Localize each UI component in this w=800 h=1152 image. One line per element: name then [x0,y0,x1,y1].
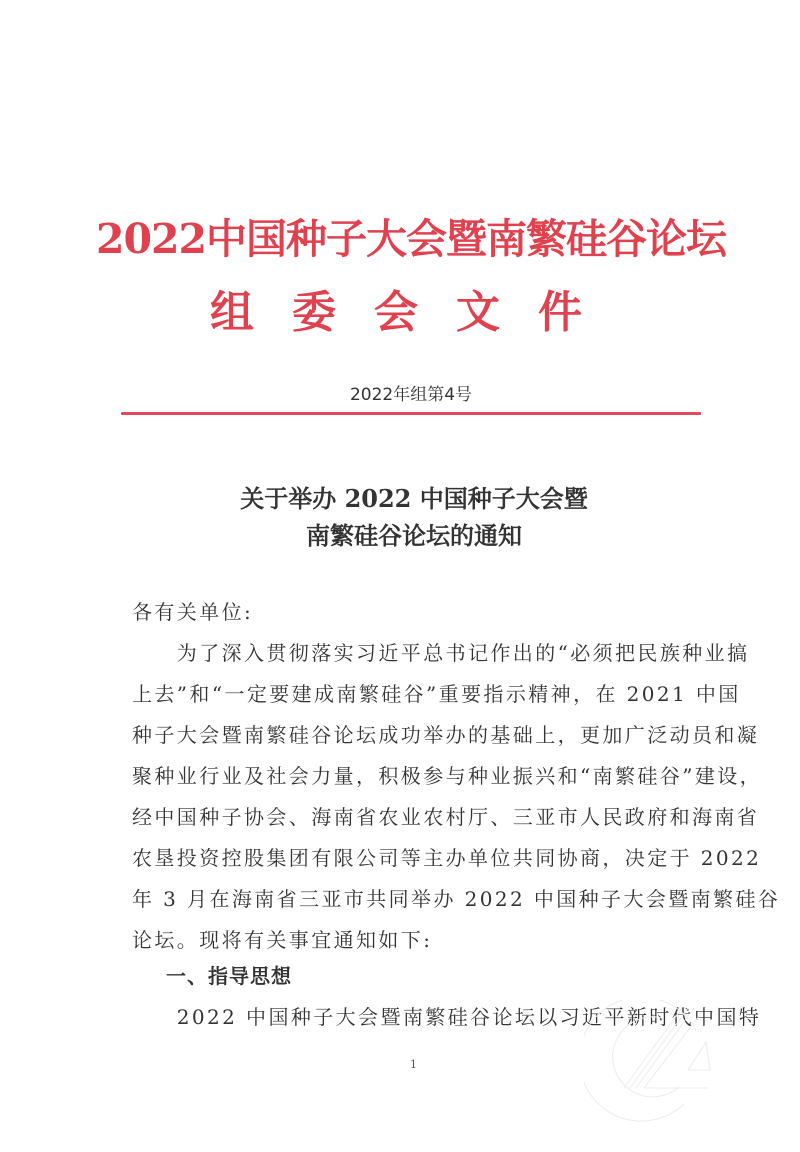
salutation: 各有关单位: [132,600,254,624]
page-number: 1 [410,1058,417,1071]
paragraph-line: 上去”和“一定要建成南繁硅谷”重要指示精神，在 2021 中国 [132,682,741,706]
paragraph-line: 经中国种子协会、海南省农业农村厅、三亚市人民政府和海南省 [132,805,760,829]
paragraph-line: 为了深入贯彻落实习近平总书记作出的“必须把民族种业搞 [132,641,750,665]
section-paragraph-line: 2022 中国种子大会暨南繁硅谷论坛以习近平新时代中国特 [132,1005,762,1029]
notice-title-line2: 南繁硅谷论坛的通知 [306,521,522,550]
doc-type-title: 组委会文件 [210,287,620,338]
paragraph-line: 论坛。现将有关事宜通知如下: [132,928,433,952]
section-heading: 一、指导思想 [166,964,292,988]
paragraph-line: 年 3 月在海南省三亚市共同举办 2022 中国种子大会暨南繁硅谷 [132,887,781,911]
cla-logo-icon [584,1000,714,1130]
paragraph-line: 农垦投资控股集团有限公司等主办单位共同协商，决定于 2022 [132,846,762,870]
paragraph-line: 种子大会暨南繁硅谷论坛成功举办的基础上，更加广泛动员和凝 [132,723,760,747]
org-title: 2022中国种子大会暨南繁硅谷论坛 [95,215,727,263]
notice-title-line1: 关于举办 2022 中国种子大会暨 [240,484,588,513]
red-divider [121,412,701,415]
paragraph-line: 聚种业行业及社会力量，积极参与种业振兴和“南繁硅谷”建设， [132,764,763,788]
doc-number: 2022年组第4号 [349,385,473,405]
